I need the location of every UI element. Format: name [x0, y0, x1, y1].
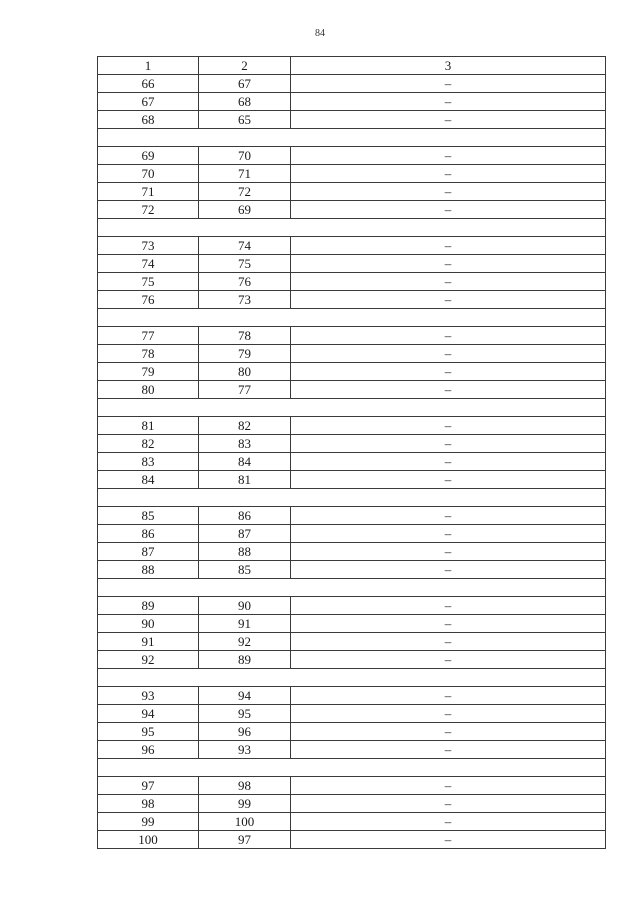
table-cell-col-3: –: [291, 633, 606, 651]
table-cell-col-1: 94: [98, 705, 199, 723]
table-cell-col-2: 76: [199, 273, 291, 291]
table-cell-col-2: 93: [199, 741, 291, 759]
table-row: [98, 543, 606, 561]
table-cell-col-3: –: [291, 435, 606, 453]
group-separator-row: [98, 489, 606, 507]
table-row: [98, 813, 606, 831]
table-cell-col-3: –: [291, 165, 606, 183]
table-row: [98, 327, 606, 345]
table-cell-col-2: 74: [199, 237, 291, 255]
table-cell-col-2: 96: [199, 723, 291, 741]
table-cell-col-3: –: [291, 723, 606, 741]
table-row: [98, 201, 606, 219]
table-cell-col-2: 100: [199, 813, 291, 831]
table-cell-col-1: 72: [98, 201, 199, 219]
group-separator-cell: [98, 759, 606, 777]
table-cell-col-1: 70: [98, 165, 199, 183]
table-cell-col-3: –: [291, 255, 606, 273]
table-cell-col-3: –: [291, 687, 606, 705]
group-separator-cell: [98, 309, 606, 327]
table-cell-col-1: 71: [98, 183, 199, 201]
table-row: [98, 237, 606, 255]
table-row: [98, 291, 606, 309]
table-cell-col-3: –: [291, 813, 606, 831]
table-cell-col-2: 73: [199, 291, 291, 309]
table-row: [98, 705, 606, 723]
table-cell-col-1: 75: [98, 273, 199, 291]
table-cell-col-1: 79: [98, 363, 199, 381]
table-cell-col-1: 68: [98, 111, 199, 129]
table-cell-col-3: –: [291, 345, 606, 363]
group-separator-row: [98, 309, 606, 327]
table-row: [98, 561, 606, 579]
table-cell-col-2: 65: [199, 111, 291, 129]
table-body: [98, 75, 606, 849]
table-cell-col-2: 71: [199, 165, 291, 183]
table-cell-col-3: –: [291, 525, 606, 543]
table-cell-col-2: 80: [199, 363, 291, 381]
table-row: [98, 93, 606, 111]
table-row: [98, 633, 606, 651]
table-row: [98, 453, 606, 471]
table-cell-col-1: 89: [98, 597, 199, 615]
table-row: [98, 615, 606, 633]
table-cell-col-1: 67: [98, 93, 199, 111]
group-separator-cell: [98, 129, 606, 147]
table-cell-col-1: 77: [98, 327, 199, 345]
table-cell-col-2: 88: [199, 543, 291, 561]
group-separator-row: [98, 579, 606, 597]
table-row: [98, 723, 606, 741]
table-cell-col-1: 74: [98, 255, 199, 273]
table-cell-col-2: 97: [199, 831, 291, 849]
table-cell-col-1: 83: [98, 453, 199, 471]
table-cell-col-2: 85: [199, 561, 291, 579]
table-row: [98, 111, 606, 129]
table-row: [98, 831, 606, 849]
table-cell-col-3: –: [291, 291, 606, 309]
group-separator-cell: [98, 219, 606, 237]
table-row: [98, 147, 606, 165]
table-cell-col-3: –: [291, 831, 606, 849]
table-cell-col-1: 78: [98, 345, 199, 363]
table-row: [98, 165, 606, 183]
table-cell-col-2: 83: [199, 435, 291, 453]
column-header-1: 1: [98, 57, 199, 75]
table-cell-col-3: –: [291, 363, 606, 381]
group-separator-row: [98, 669, 606, 687]
column-header-2: 2: [199, 57, 291, 75]
table-cell-col-2: 95: [199, 705, 291, 723]
table-cell-col-3: –: [291, 183, 606, 201]
table-row: [98, 795, 606, 813]
table-row: [98, 435, 606, 453]
table-cell-col-1: 96: [98, 741, 199, 759]
table-cell-col-3: –: [291, 75, 606, 93]
table-cell-col-2: 75: [199, 255, 291, 273]
table-row: [98, 345, 606, 363]
table-cell-col-2: 69: [199, 201, 291, 219]
table-cell-col-3: –: [291, 597, 606, 615]
table-row: [98, 471, 606, 489]
table-row: [98, 651, 606, 669]
table-cell-col-3: –: [291, 201, 606, 219]
page-number: 84: [315, 28, 325, 39]
table-cell-col-1: 90: [98, 615, 199, 633]
data-table: [97, 56, 606, 849]
table-cell-col-3: –: [291, 561, 606, 579]
group-separator-cell: [98, 579, 606, 597]
table-row: [98, 273, 606, 291]
group-separator-cell: [98, 399, 606, 417]
table-cell-col-2: 72: [199, 183, 291, 201]
group-separator-row: [98, 129, 606, 147]
table-row: [98, 183, 606, 201]
table-cell-col-3: –: [291, 795, 606, 813]
group-separator-row: [98, 759, 606, 777]
table-cell-col-2: 89: [199, 651, 291, 669]
table-cell-col-1: 73: [98, 237, 199, 255]
table-cell-col-1: 93: [98, 687, 199, 705]
table-row: [98, 597, 606, 615]
table-cell-col-2: 79: [199, 345, 291, 363]
table-cell-col-3: –: [291, 237, 606, 255]
table-cell-col-1: 88: [98, 561, 199, 579]
table-cell-col-1: 95: [98, 723, 199, 741]
table-cell-col-3: –: [291, 273, 606, 291]
table-cell-col-1: 85: [98, 507, 199, 525]
table-cell-col-2: 91: [199, 615, 291, 633]
table-row: [98, 777, 606, 795]
table-cell-col-2: 68: [199, 93, 291, 111]
table-cell-col-1: 81: [98, 417, 199, 435]
table-cell-col-2: 99: [199, 795, 291, 813]
table-cell-col-3: –: [291, 471, 606, 489]
table-cell-col-2: 70: [199, 147, 291, 165]
table-cell-col-3: –: [291, 111, 606, 129]
table-cell-col-2: 98: [199, 777, 291, 795]
table-cell-col-1: 97: [98, 777, 199, 795]
table-cell-col-3: –: [291, 381, 606, 399]
table-row: [98, 687, 606, 705]
table-cell-col-3: –: [291, 507, 606, 525]
table-cell-col-3: –: [291, 615, 606, 633]
table-cell-col-3: –: [291, 417, 606, 435]
table-cell-col-2: 78: [199, 327, 291, 345]
table-cell-col-1: 76: [98, 291, 199, 309]
table-cell-col-3: –: [291, 147, 606, 165]
group-separator-row: [98, 219, 606, 237]
table-cell-col-1: 80: [98, 381, 199, 399]
table-cell-col-2: 81: [199, 471, 291, 489]
table-cell-col-3: –: [291, 93, 606, 111]
group-separator-cell: [98, 669, 606, 687]
table-cell-col-1: 98: [98, 795, 199, 813]
table-cell-col-3: –: [291, 453, 606, 471]
table-cell-col-1: 100: [98, 831, 199, 849]
table-cell-col-1: 84: [98, 471, 199, 489]
table-cell-col-2: 94: [199, 687, 291, 705]
table-cell-col-2: 82: [199, 417, 291, 435]
table-cell-col-2: 87: [199, 525, 291, 543]
table-cell-col-2: 86: [199, 507, 291, 525]
table-cell-col-1: 92: [98, 651, 199, 669]
table-row: [98, 363, 606, 381]
table-cell-col-3: –: [291, 705, 606, 723]
table-cell-col-3: –: [291, 327, 606, 345]
table-row: [98, 417, 606, 435]
table-cell-col-1: 99: [98, 813, 199, 831]
table-cell-col-3: –: [291, 777, 606, 795]
table-row: [98, 741, 606, 759]
group-separator-row: [98, 399, 606, 417]
column-header-3: 3: [291, 57, 606, 75]
table-cell-col-3: –: [291, 741, 606, 759]
table-cell-col-3: –: [291, 651, 606, 669]
table-header-row: [98, 57, 606, 75]
table-row: [98, 507, 606, 525]
table-cell-col-2: 92: [199, 633, 291, 651]
table-cell-col-2: 67: [199, 75, 291, 93]
table-cell-col-1: 82: [98, 435, 199, 453]
table-cell-col-2: 90: [199, 597, 291, 615]
table-cell-col-2: 77: [199, 381, 291, 399]
table-cell-col-1: 91: [98, 633, 199, 651]
group-separator-cell: [98, 489, 606, 507]
table-cell-col-1: 87: [98, 543, 199, 561]
table-row: [98, 525, 606, 543]
table-cell-col-3: –: [291, 543, 606, 561]
table-row: [98, 381, 606, 399]
table-cell-col-2: 84: [199, 453, 291, 471]
table-row: [98, 75, 606, 93]
table-row: [98, 255, 606, 273]
data-table-container: [97, 56, 605, 849]
table-cell-col-1: 86: [98, 525, 199, 543]
table-cell-col-1: 69: [98, 147, 199, 165]
table-cell-col-1: 66: [98, 75, 199, 93]
